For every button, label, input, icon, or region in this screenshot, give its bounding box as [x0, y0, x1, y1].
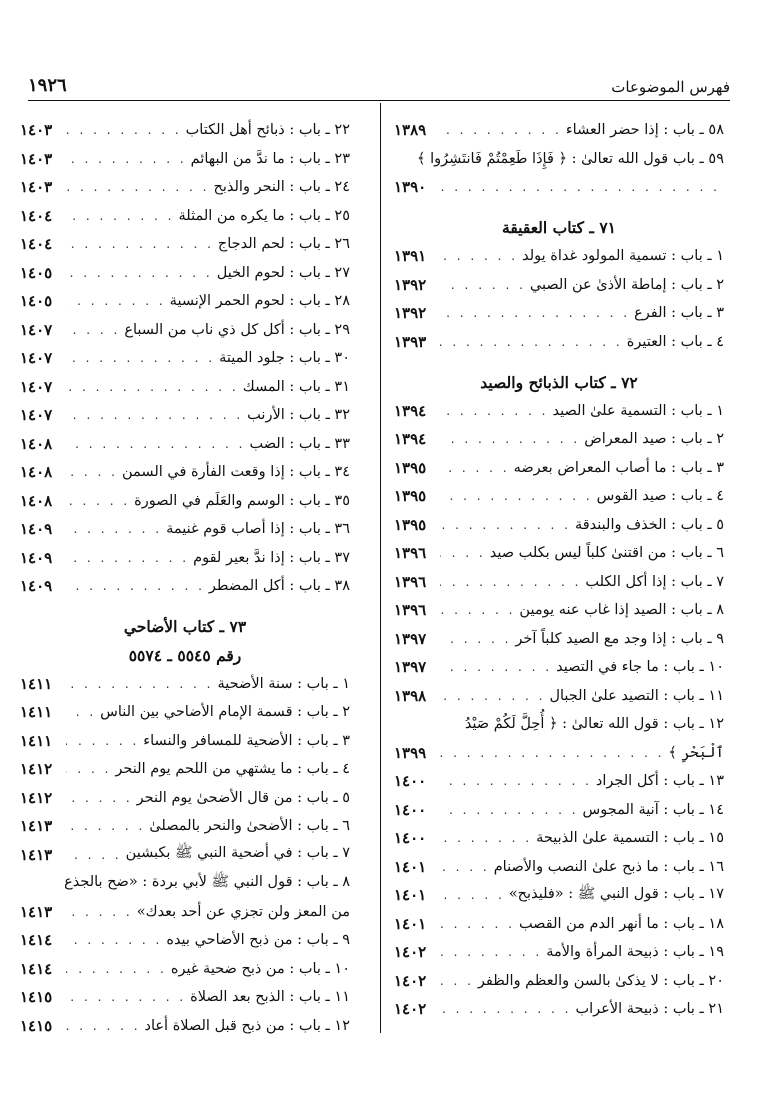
dot-leader	[66, 294, 170, 308]
dot-leader	[66, 266, 217, 280]
entry-title: ١٠ ـ باب : ما جاء في التصيد	[556, 659, 724, 676]
toc-entry	[394, 967, 724, 996]
toc-entry	[394, 568, 724, 597]
entry-page-number: ١٤٠٥	[20, 263, 53, 282]
entry-page-number: ١٤٠٠	[394, 800, 427, 819]
toc-entry	[394, 653, 724, 682]
dot-leader	[440, 945, 546, 959]
dot-leader	[66, 905, 137, 919]
entry-page-number: ١٤٠٠	[394, 772, 427, 791]
entry-page-number: ١٤٠٢	[394, 971, 427, 990]
entry-page-number: ١٤٠٨	[20, 434, 53, 453]
toc-entry	[394, 625, 724, 654]
toc-entry	[20, 727, 350, 756]
toc-entry	[394, 824, 724, 853]
toc-entry	[20, 316, 350, 345]
entry-page-number: ١٤١١	[20, 731, 53, 750]
toc-entry	[394, 299, 724, 328]
dot-leader	[440, 123, 566, 137]
dot-leader	[66, 522, 166, 536]
entry-page-number: ١٤٠٧	[20, 320, 53, 339]
entry-title: ٦ ـ باب : من اقتنىٰ كلباً ليس بكلب صيد	[489, 545, 724, 562]
entry-page-number: ١٤٠٨	[20, 463, 53, 482]
toc-entry	[20, 955, 350, 984]
entry-title: ١٤ ـ باب : آنية المجوس	[582, 801, 724, 818]
entry-page-number: ١٤١٢	[20, 788, 53, 807]
entry-page-number: ١٣٩٦	[394, 601, 427, 620]
toc-entry	[394, 881, 724, 910]
entry-title: ١١ ـ باب : الذبح بعد الصلاة	[190, 989, 350, 1006]
dot-leader	[440, 575, 585, 589]
entry-title: ٢٧ ـ باب : لحوم الخيل	[216, 264, 350, 281]
section-gap	[394, 202, 724, 214]
dot-leader	[66, 962, 171, 976]
entry-title: ١٦ ـ باب : ما ذبح علىٰ النصب والأصنام	[493, 858, 724, 875]
entry-page-number: ١٤٠٨	[20, 491, 53, 510]
entry-title: ٣٣ ـ باب : الضب	[249, 435, 350, 452]
toc-entry	[20, 202, 350, 231]
page-header	[28, 64, 730, 96]
book-heading: رقم ٥٥٤٥ ـ ٥٥٧٤	[128, 645, 242, 665]
entry-page-number: ١٣٨٩	[394, 121, 427, 140]
entry-page-number: ١٤٠٢	[394, 943, 427, 962]
dot-leader	[440, 518, 575, 532]
toc-entry	[20, 812, 350, 841]
entry-page-number: ١٤٠١	[394, 886, 427, 905]
entry-title: ٢ ـ باب : إماطة الأذىٰ عن الصبي	[529, 276, 724, 293]
entry-page-number: ١٣٩٤	[394, 401, 427, 420]
entry-page-number: ١٤٠٣	[20, 178, 53, 197]
dot-leader	[440, 746, 668, 760]
dot-leader	[440, 404, 552, 418]
entry-page-number: ١٤١٥	[20, 1016, 53, 1035]
dot-leader	[440, 278, 530, 292]
entry-title: ٢٤ ـ باب : النحر والذبح	[213, 179, 350, 196]
entry-page-number: ١٤٠٩	[20, 577, 53, 596]
entry-title: ٣٠ ـ باب : جلود الميتة	[219, 350, 350, 367]
entry-title: ١٣ ـ باب : أكل الجراد	[595, 773, 724, 790]
toc-entry	[394, 482, 724, 511]
page-number: ١٩٢٦	[28, 75, 67, 96]
dot-leader	[66, 351, 219, 365]
book-heading: ٧٢ ـ كتاب الذبائح والصيد	[480, 372, 638, 392]
toc-entry	[394, 596, 724, 625]
section-gap	[20, 601, 350, 613]
dot-leader	[440, 888, 509, 902]
toc-entry	[394, 796, 724, 825]
toc-entry	[394, 739, 724, 768]
running-title: فهرس الموضوعات	[611, 78, 730, 96]
entry-title: ٣ ـ باب : ما أصاب المعراض بعرضه	[513, 459, 724, 476]
toc-entry	[20, 1012, 350, 1041]
dot-leader	[66, 437, 249, 451]
book-heading: ٧٣ ـ كتاب الأضاحي	[123, 617, 247, 637]
entry-title: ٣٧ ـ باب : إذا ندَّ بعير لقوم	[193, 549, 350, 566]
toc-entry-line	[20, 869, 350, 898]
dot-leader	[66, 465, 122, 479]
entry-title: ١٢ ـ باب : قول الله تعالىٰ : ﴿ أُحِلَّ لَكُمْ صَيْدُ	[464, 716, 724, 733]
dot-leader	[440, 489, 597, 503]
entry-page-number: ١٤١١	[20, 703, 53, 722]
toc-entry	[20, 841, 350, 870]
entry-title: ٣٨ ـ باب : أكل المضطر	[208, 578, 350, 595]
dot-leader	[440, 831, 536, 845]
entry-page-number: ١٤٠٤	[20, 235, 53, 254]
toc-entry	[20, 145, 350, 174]
dot-leader	[440, 860, 494, 874]
entry-page-number: ١٣٩٧	[394, 629, 427, 648]
entry-title: ٩ ـ باب : من ذبح الأضاحي بيده	[166, 932, 350, 949]
header-rule	[28, 100, 730, 101]
toc-entry	[20, 344, 350, 373]
entry-page-number: ١٤١٣	[20, 817, 53, 836]
dot-leader	[440, 306, 634, 320]
toc-entry	[394, 910, 724, 939]
entry-title: ١ ـ باب : سنة الأضحية	[217, 675, 350, 692]
entry-title: ٢٦ ـ باب : لحم الدجاج	[217, 236, 350, 253]
toc-entry	[394, 938, 724, 967]
book-heading: ٧١ ـ كتاب العقيقة	[502, 218, 616, 238]
entry-page-number: ١٤٠٣	[20, 121, 53, 140]
entry-page-number: ١٤٠١	[394, 914, 427, 933]
entry-page-number: ١٣٩٦	[394, 572, 427, 591]
dot-leader	[66, 209, 179, 223]
entry-title: ٢ ـ باب : قسمة الإمام الأضاحي بين الناس	[100, 704, 350, 721]
dot-leader	[66, 323, 124, 337]
dot-leader	[66, 705, 100, 719]
toc-entry	[394, 539, 724, 568]
entry-title: ١ ـ باب : التسمية علىٰ الصيد	[552, 402, 724, 419]
entry-title: ١٧ ـ باب : قول النبي ﷺ : «فليذبح»	[508, 885, 724, 902]
entry-title: ٧ ـ باب : في أضحية النبي ﷺ بكبشين	[125, 845, 350, 862]
toc-entry	[20, 898, 350, 927]
toc-entry	[20, 698, 350, 727]
column-divider	[380, 103, 381, 1033]
toc-entry	[394, 116, 724, 145]
dot-leader	[66, 380, 243, 394]
entry-page-number: ١٤٠٣	[20, 149, 53, 168]
entry-title: من المعز ولن تجزي عن أحد بعدك»	[136, 903, 350, 920]
dot-leader	[440, 689, 549, 703]
entry-title: ٤ ـ باب : العتيرة	[626, 333, 724, 350]
entry-page-number: ١٤٠٤	[20, 206, 53, 225]
entry-page-number: ١٤٠٧	[20, 377, 53, 396]
toc-entry-line	[394, 710, 724, 739]
entry-page-number: ١٤١٥	[20, 988, 53, 1007]
entry-page-number: ١٤١٤	[20, 959, 53, 978]
dot-leader	[440, 249, 522, 263]
entry-title: ٤ ـ باب : صيد القوس	[596, 488, 724, 505]
entry-page-number: ١٣٩٧	[394, 658, 427, 677]
toc-entry	[20, 259, 350, 288]
entry-title: ٢٣ ـ باب : ما ندَّ من البهائم	[190, 150, 350, 167]
dot-leader	[440, 803, 583, 817]
entry-title: ٩ ـ باب : إذا وجد مع الصيد كلباً آخر	[515, 630, 724, 647]
toc-entry	[20, 983, 350, 1012]
entry-title: ٢٢ ـ باب : ذبائح أهل الكتاب	[185, 122, 350, 139]
entry-page-number: ١٣٩٩	[394, 743, 427, 762]
entry-title: ٣ ـ باب : الأضحية للمسافر والنساء	[143, 732, 350, 749]
entry-title: ١٨ ـ باب : ما أنهر الدم من القصب	[518, 915, 724, 932]
entry-title: ٥٩ ـ باب قول الله تعالىٰ : ﴿ فَإِذَا طَعِمْتُمْ فَانتَشِرُوا ﴾	[417, 150, 724, 167]
toc-entry	[20, 784, 350, 813]
toc-entry	[394, 328, 724, 357]
toc-entry	[20, 173, 350, 202]
entry-page-number: ١٣٩٢	[394, 304, 427, 323]
toc-entry	[20, 670, 350, 699]
toc-entry	[394, 425, 724, 454]
entry-title: ١٠ ـ باب : من ذبح ضحية غيره	[170, 960, 350, 977]
toc-entry	[20, 430, 350, 459]
toc-entry	[394, 454, 724, 483]
entry-page-number: ١٤٠٠	[394, 829, 427, 848]
dot-leader	[66, 677, 218, 691]
entry-page-number: ١٣٩١	[394, 247, 427, 266]
dot-leader	[66, 1019, 145, 1033]
dot-leader	[440, 546, 490, 560]
entry-title: ٢٨ ـ باب : لحوم الحمر الإنسية	[169, 293, 350, 310]
dot-leader	[66, 933, 166, 947]
entry-title: ١١ ـ باب : التصيد علىٰ الجبال	[549, 687, 724, 704]
entry-page-number: ١٤٠١	[394, 857, 427, 876]
toc-entry	[20, 926, 350, 955]
dot-leader	[440, 774, 596, 788]
entry-page-number: ١٤١٣	[20, 902, 53, 921]
entry-page-number: ١٣٩٠	[394, 178, 427, 197]
toc-entry	[394, 242, 724, 271]
entry-page-number: ١٤٠٧	[20, 406, 53, 425]
entry-title: ٣٥ ـ باب : الوسم والعَلَم في الصورة	[134, 492, 350, 509]
dot-leader	[66, 848, 126, 862]
dot-leader	[66, 123, 186, 137]
entry-page-number: ١٤١١	[20, 674, 53, 693]
entry-title: ٥٨ ـ باب : إذا حضر العشاء	[565, 122, 724, 139]
dot-leader	[66, 180, 214, 194]
toc-entry	[394, 397, 724, 426]
dot-leader	[440, 917, 519, 931]
entry-title: ٧ ـ باب : إذا أكل الكلب	[585, 573, 724, 590]
entry-page-number: ١٤١٣	[20, 845, 53, 864]
toc-entry	[20, 287, 350, 316]
entry-title: ٢٥ ـ باب : ما يكره من المثلة	[178, 207, 350, 224]
toc-entry	[20, 755, 350, 784]
dot-leader	[440, 335, 627, 349]
entry-page-number: ١٤٠٧	[20, 349, 53, 368]
dot-leader	[440, 974, 478, 988]
entry-title: ٣٦ ـ باب : إذا أصاب قوم غنيمة	[166, 521, 350, 538]
toc-entry	[20, 401, 350, 430]
toc-entry	[20, 230, 350, 259]
entry-page-number: ١٣٩٤	[394, 430, 427, 449]
entry-page-number: ١٣٩٥	[394, 487, 427, 506]
entry-title: ٣٢ ـ باب : الأرنب	[247, 407, 350, 424]
toc-column-left	[20, 116, 350, 1040]
dot-leader	[66, 762, 115, 776]
entry-page-number: ١٣٩٦	[394, 544, 427, 563]
dot-leader	[66, 551, 193, 565]
toc-entry	[20, 373, 350, 402]
toc-entry	[20, 487, 350, 516]
entry-page-number: ١٣٩٨	[394, 686, 427, 705]
dot-leader	[440, 461, 514, 475]
entry-title: ٣ ـ باب : الفرع	[634, 305, 724, 322]
toc-entry-line	[394, 145, 724, 174]
toc-entry	[20, 458, 350, 487]
dot-leader	[440, 632, 515, 646]
dot-leader	[66, 152, 191, 166]
entry-page-number: ١٤٠٢	[394, 1000, 427, 1019]
entry-title: ٢٩ ـ باب : أكل كل ذي ناب من السباع	[124, 321, 350, 338]
toc-entry	[20, 116, 350, 145]
dot-leader	[66, 990, 190, 1004]
entry-title: ٣٤ ـ باب : إذا وقعت الفأرة في السمن	[122, 464, 350, 481]
entry-title: ٥ ـ باب : الخذف والبندقة	[574, 516, 724, 533]
entry-page-number: ١٤١٤	[20, 931, 53, 950]
entry-title: ٢ ـ باب : صيد المعراض	[584, 431, 724, 448]
dot-leader	[66, 819, 149, 833]
dot-leader	[66, 237, 218, 251]
toc-entry	[394, 682, 724, 711]
entry-title: ٨ ـ باب : قول النبي ﷺ لأبي بردة : «ضح بالجذع	[64, 873, 350, 890]
toc-entry	[394, 995, 724, 1024]
dot-leader	[440, 1002, 576, 1016]
dot-leader	[440, 660, 556, 674]
toc-entry	[20, 515, 350, 544]
entry-page-number: ١٣٩٥	[394, 515, 427, 534]
dot-leader	[440, 603, 519, 617]
toc-entry	[394, 511, 724, 540]
entry-page-number: ١٣٩٢	[394, 275, 427, 294]
entry-title: ١٥ ـ باب : التسمية علىٰ الذبيحة	[536, 830, 724, 847]
toc-entry	[394, 271, 724, 300]
section-gap	[394, 356, 724, 368]
entry-title: ١ ـ باب : تسمية المولود غداة يولد	[522, 248, 724, 265]
entry-title: ٤ ـ باب : ما يشتهي من اللحم يوم النحر	[115, 761, 350, 778]
entry-page-number: ١٤٠٩	[20, 520, 53, 539]
dot-leader	[66, 494, 134, 508]
entry-page-number: ١٣٩٥	[394, 458, 427, 477]
entry-title: ٱلْبَحْرِ ﴾	[668, 744, 724, 761]
dot-leader	[66, 579, 209, 593]
dot-leader	[440, 432, 584, 446]
toc-entry	[20, 572, 350, 601]
toc-entry	[394, 853, 724, 882]
dot-leader	[440, 180, 724, 194]
entry-page-number: ١٣٩٣	[394, 332, 427, 351]
toc-entry	[394, 767, 724, 796]
dot-leader	[66, 791, 137, 805]
entry-title: ٥ ـ باب : من قال الأضحىٰ يوم النحر	[136, 789, 350, 806]
entry-title: ١٩ ـ باب : ذبيحة المرأة والأمة	[546, 944, 724, 961]
entry-title: ١٢ ـ باب : من ذبح قبل الصلاة أعاد	[144, 1017, 350, 1034]
entry-title: ٣١ ـ باب : المسك	[242, 378, 350, 395]
entry-title: ٢١ ـ باب : ذبيحة الأعراب	[575, 1001, 724, 1018]
entry-page-number: ١٤١٢	[20, 760, 53, 779]
dot-leader	[66, 734, 143, 748]
entry-page-number: ١٤٠٥	[20, 292, 53, 311]
entry-page-number: ١٤٠٩	[20, 548, 53, 567]
entry-title: ٢٠ ـ باب : لا يذكىٰ بالسن والعظم والظفر	[477, 972, 724, 989]
toc-column-right	[394, 116, 724, 1024]
entry-title: ٦ ـ باب : الأضحىٰ والنحر بالمصلىٰ	[149, 818, 350, 835]
toc-entry	[394, 173, 724, 202]
dot-leader	[66, 408, 247, 422]
entry-title: ٨ ـ باب : الصيد إذا غاب عنه يومين	[519, 602, 724, 619]
toc-entry	[20, 544, 350, 573]
